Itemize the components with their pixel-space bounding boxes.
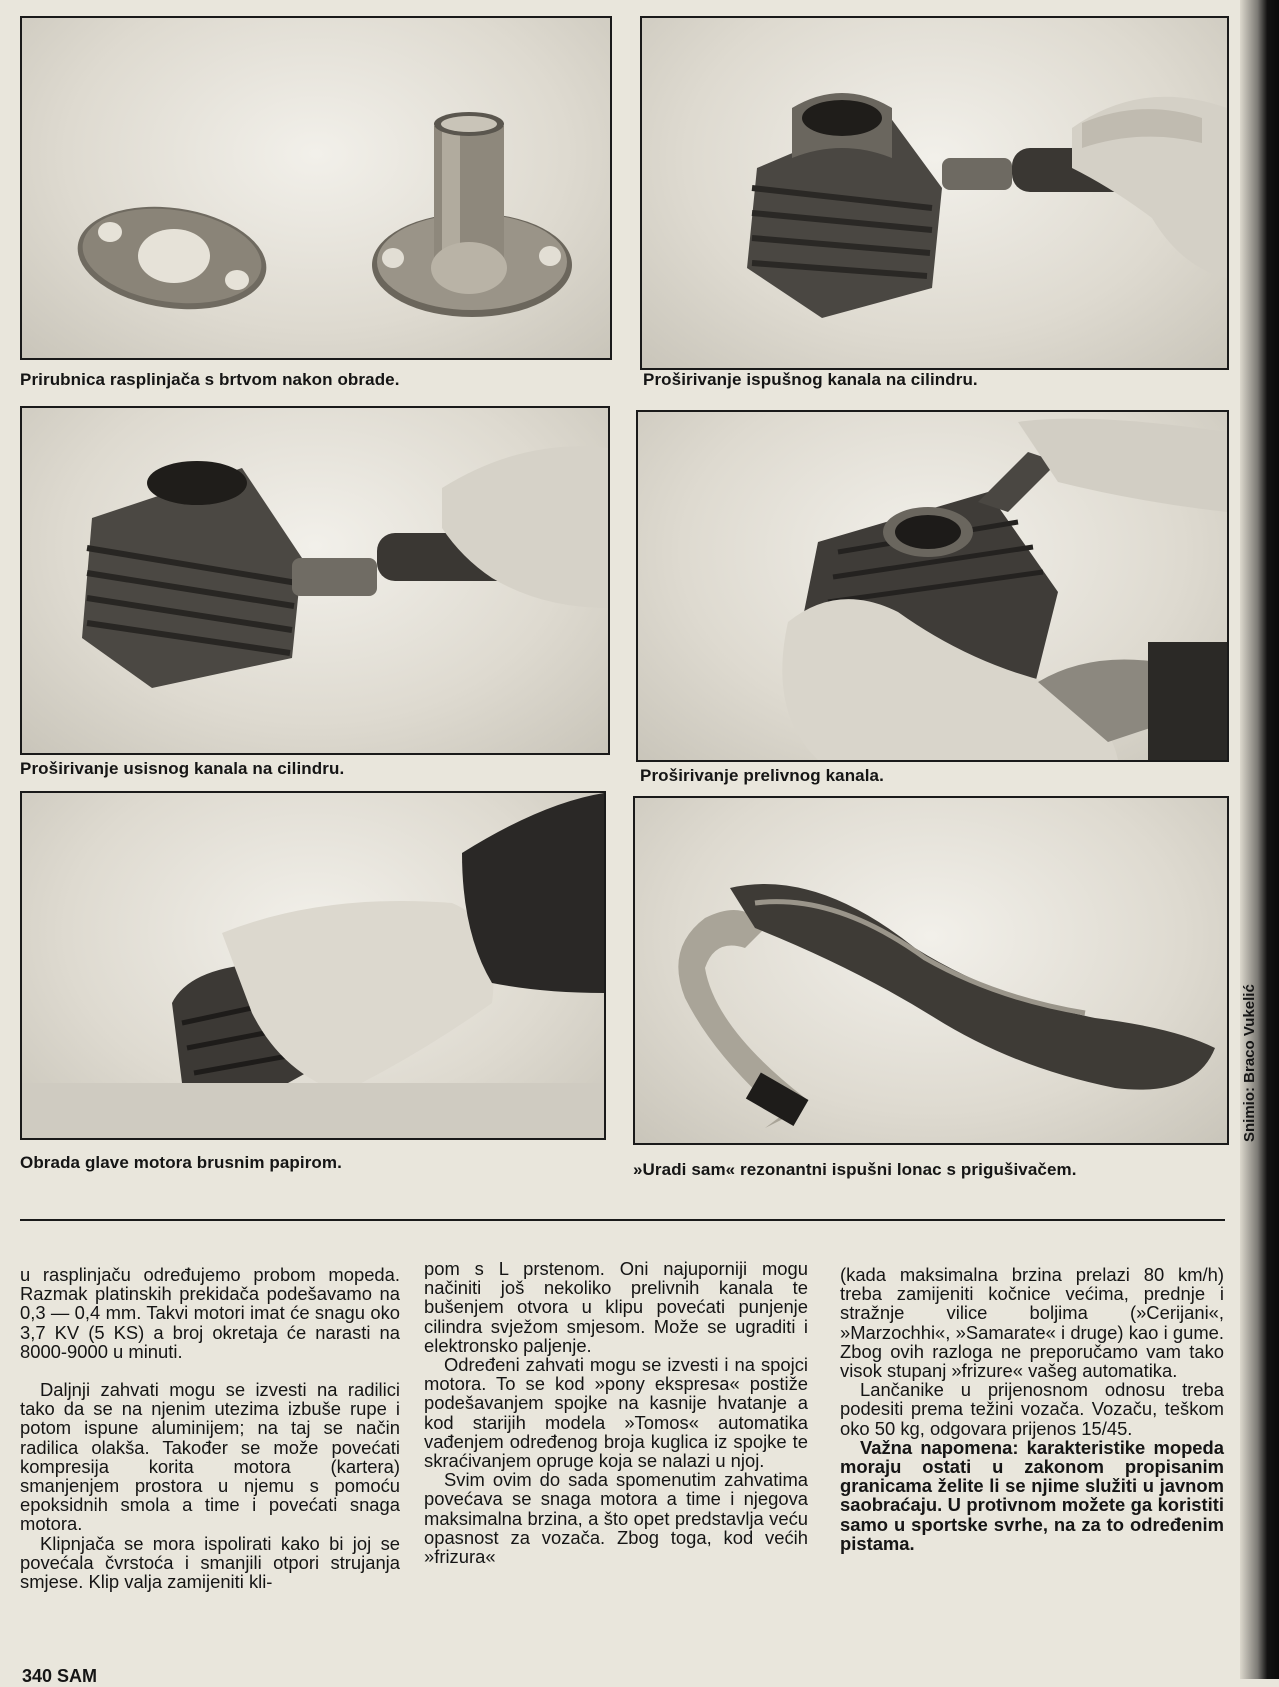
paragraph-important-note: Važna napomena: karakteristike mopeda moraju ostati u zakonom propisanim granicama želite li se njime služiti u javnom saobraćaju. U protivnom možete ga koristiti samo u sportske svrhe, na za to određenim pistama. [840, 1436, 1224, 1554]
section-divider [20, 1219, 1225, 1221]
text-column-2 [424, 1259, 808, 1566]
text-column-1 [20, 1265, 400, 1591]
photo-carburetor-flange [20, 16, 612, 360]
paragraph: (kada maksimalna brzina prelazi 80 km/h) treba zamijeniti kočnice većima, prednje i stražnje vilice boljima (»Cerijani«, »Marzochhi«, »Samarate« i druge) kao i gume. Zbog ovih razloga ne preporučamo vam tako visok stupanj »frizure« vašeg automatika. [840, 1264, 1224, 1382]
paragraph: Daljnji zahvati mogu se izvesti na radilici tako da se na njenim utezima izbuše rupe i potom ispune aluminijem; na taj se način radilica olakša. Također se može povećati kompresija korita motora (kartera) smanjenjem prostora u njemu s pomoću epoksidnih smola a time i povećati snaga motora. [20, 1379, 400, 1535]
photo-intake-port [20, 406, 610, 755]
paragraph: pom s L prstenom. Oni najuporniji mogu načiniti još nekoliko prelivnih kanala te bušenjem otvora u klipu povećati punjenje cilindra svježom smjesom. Može se ugraditi i elektronsko paljenje. [424, 1258, 808, 1356]
photo-exhaust-port [640, 16, 1229, 370]
paragraph: u rasplinjaču određujemo probom mopeda. Razmak platinskih prekidača podešavamo na 0,3 — 0,4 mm. Takvi motori imat će snagu oko 3,7 KV (5 KS) a broj okretaja će narasti na 8000-9000 u minuti. [20, 1264, 400, 1362]
paragraph: Lančanike u prijenosnom odnosu treba podesiti prema težini vozača. Vozaču, teškom oko 50 kg, odgovara prijenos 15/45. [840, 1379, 1224, 1439]
photo-caption: Obrada glave motora brusnim papirom. [20, 1153, 342, 1172]
photo-caption: Proširivanje usisnog kanala na cilindru. [20, 759, 345, 778]
text-column-3 [840, 1265, 1224, 1553]
photo-credit: Snimio: Braco Vukelić [1241, 984, 1258, 1142]
photo-caption: »Uradi sam« rezonantni ispušni lonac s prigušivačem. [633, 1160, 1077, 1179]
photo-caption: Prirubnica rasplinjača s brtvom nakon obrade. [20, 370, 400, 389]
photo-transfer-port [636, 410, 1229, 762]
photo-head-sanding [20, 791, 606, 1140]
photo-resonant-exhaust [633, 796, 1229, 1145]
page-footer: 340 SAM [22, 1666, 98, 1686]
photo-caption: Proširivanje prelivnog kanala. [640, 766, 884, 785]
paragraph: Klipnjača se mora ispolirati kako bi joj se povećala čvrstoća i smanjili otpori strujanja smjese. Klip valja zamijeniti kli- [20, 1532, 400, 1593]
page-edge-shadow [1240, 0, 1279, 1679]
paragraph: Svim ovim do sada spomenutim zahvatima povećava se snaga motora a time i njegova maksimalna brzina, a što opet predstavlja veću opasnost za vozača. Zbog toga, kod većih »frizura« [424, 1469, 808, 1568]
paragraph: Određeni zahvati mogu se izvesti i na spojci motora. To se kod »pony ekspresa« postiže podešavanjem spojke na kasnije hvatanje a kod starijih modela »Tomos« automatika vađenjem određenog broja kuglica iz spojke te skraćivanjem opruge koja se nalazi u njoj. [424, 1354, 808, 1472]
photo-caption: Proširivanje ispušnog kanala na cilindru. [643, 370, 978, 389]
